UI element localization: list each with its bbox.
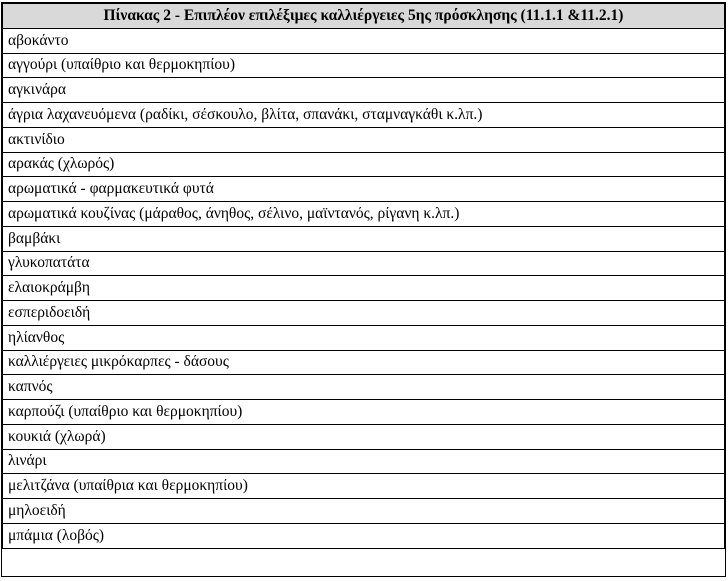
crop-cell: γλυκοπατάτα [3, 251, 725, 276]
table-row [3, 474, 725, 499]
table-row [3, 53, 725, 78]
crop-cell: μηλοειδή [3, 499, 725, 524]
table-row [3, 400, 725, 425]
table-row [3, 449, 725, 474]
crop-cell: ηλίανθος [3, 325, 725, 350]
table-title: Πίνακας 2 - Επιπλέον επιλέξιμες καλλιέργειες 5ης πρόσκλησης (11.1.1 &11.2.1) [3, 4, 725, 29]
crop-cell: μπάμια (λοβός) [3, 523, 725, 548]
crop-cell: εσπεριδοειδή [3, 301, 725, 326]
crop-cell: ελαιοκράμβη [3, 276, 725, 301]
crop-cell: αρωματικά κουζίνας (μάραθος, άνηθος, σέλινο, μαϊντανός, ρίγανη κ.λπ.) [3, 202, 725, 227]
table-row [3, 28, 725, 53]
crop-cell: ακτινίδιο [3, 127, 725, 152]
crop-cell: αβοκάντο [3, 28, 725, 53]
table-row [3, 251, 725, 276]
crop-cell: λινάρι [3, 449, 725, 474]
table-row [3, 226, 725, 251]
table-row [3, 152, 725, 177]
table-row [3, 202, 725, 227]
crop-cell: άγρια λαχανευόμενα (ραδίκι, σέσκουλο, βλίτα, σπανάκι, σταμναγκάθι κ.λπ.) [3, 103, 725, 128]
table-row [3, 375, 725, 400]
table-row [3, 177, 725, 202]
crop-cell: καρπούζι (υπαίθριο και θερμοκηπίου) [3, 400, 725, 425]
table-row [3, 424, 725, 449]
crop-cell: μελιτζάνα (υπαίθρια και θερμοκηπίου) [3, 474, 725, 499]
crop-cell: αγγούρι (υπαίθριο και θερμοκηπίου) [3, 53, 725, 78]
table-header-row [3, 4, 725, 29]
table-row [3, 523, 725, 548]
table-row [3, 325, 725, 350]
crops-table [2, 3, 725, 549]
crop-cell: κουκιά (χλωρά) [3, 424, 725, 449]
table-row [3, 103, 725, 128]
crop-cell: καπνός [3, 375, 725, 400]
table-body [3, 28, 725, 548]
crop-cell: καλλιέργειες μικρόκαρπες - δάσους [3, 350, 725, 375]
table-row [3, 350, 725, 375]
crop-cell: αρωματικά - φαρμακευτικά φυτά [3, 177, 725, 202]
table-row [3, 127, 725, 152]
crop-cell: βαμβάκι [3, 226, 725, 251]
table-row [3, 276, 725, 301]
table-row [3, 301, 725, 326]
table-row [3, 78, 725, 103]
crop-cell: αρακάς (χλωρός) [3, 152, 725, 177]
table-row [3, 499, 725, 524]
crop-cell: αγκινάρα [3, 78, 725, 103]
